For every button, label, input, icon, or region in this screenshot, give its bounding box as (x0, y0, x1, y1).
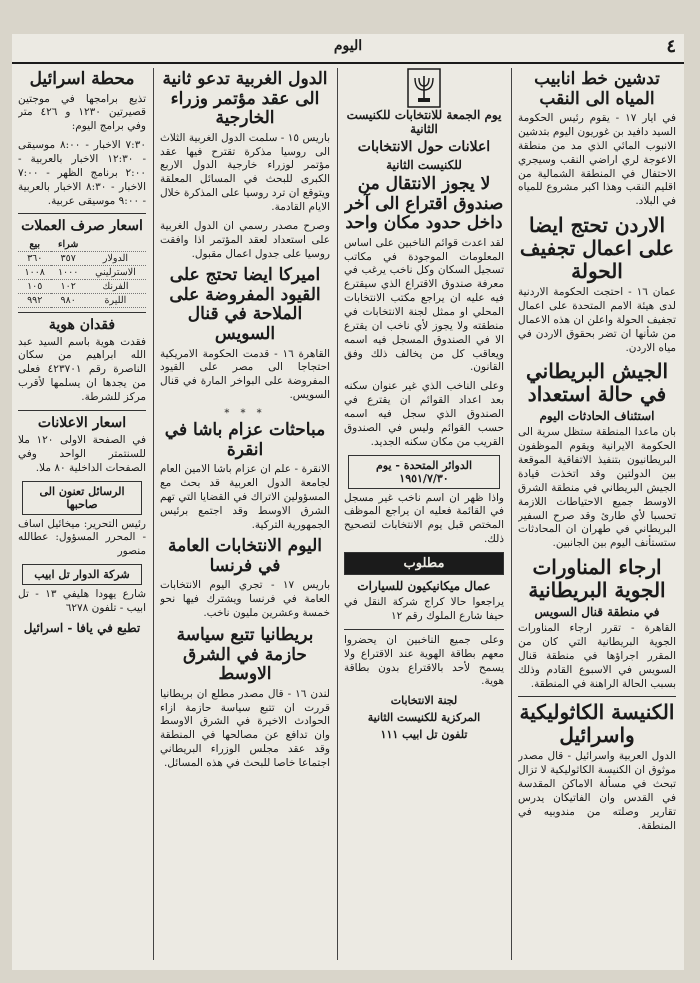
article-registration: واذا ظهر ان اسم ناخب غير مسجل في القائمة فعليه ان يراجع الموظف المختص قبل يوم الانتخابات لتصحيح ذلك. (344, 491, 504, 546)
printed-in: تطبع في يافا - اسرائيل (23, 620, 141, 635)
rates-cell: ٩٨٠ (51, 293, 84, 307)
subhead-second-knesset: للكنيست الثانية (386, 158, 462, 173)
headline-negev-water: تدشين خط انابيب المياه الى النقب (534, 69, 660, 109)
rates-cell: ١٠٠٠ (51, 265, 84, 279)
rates-cell: ١٠٢ (51, 279, 84, 293)
wanted-notice-text: يراجعوا حالا كراج شركة النقل في حيفا شارع الملوك رقم ١٢ (344, 596, 504, 622)
radio-schedule: ٧:٣٠ الاخبار - ٨:٠٠ موسيقى - ١٢:٣٠ الاخبار بالعربية - ٢:٠٠ برنامج الظهر - ٧:٠٠ الاخبار - ٨:٣٠ الاخبار بالعربية - ٩:٠٠ موسيقى عربية. (18, 139, 146, 207)
rates-row (18, 265, 146, 279)
article-america-suez: القاهرة ١٦ - قدمت الحكومة الامريكية احتجاجا الى مصر على القيود المفروضة على البواخر المارة في قنال السويس. (160, 347, 330, 402)
article-france-elections: باريس ١٧ - تجري اليوم الانتخابات العامة في فرنسا ويشترك فيها نحو خمسة وعشرين مليون ناخب. (160, 579, 330, 620)
headline-france-elections: اليوم الانتخابات العامة في فرنسا (167, 536, 323, 576)
article-foreign-ministers: باريس ١٥ - سلمت الدول الغربية الثلاث الى روسيا مذكرة تقترح فيها عقد مؤتمر لوزراء خارجية الدول الاربع الكبرى للبحث في المسائل المعلقة ويتوقع ان ترد روسيا على المذكرة خلال الايام القادمة. (160, 131, 330, 213)
rates-cell: الدولار (85, 251, 146, 265)
article-jordan-protest: عمان ١٦ - احتجت الحكومة الاردنية لدى هيئة الامم المتحدة على اعمال تجفيف الحولة واعلن ان هذه الاعمال من شأنها ان تضر بحقوق الاردن في مياه الاردن. (518, 286, 676, 354)
rates-cell: شراء (51, 238, 84, 252)
subhead-talks: استئناف الحادثات اليوم (539, 409, 655, 424)
article-id-card: وعلى جميع الناخبين ان يحضروا معهم بطاقة الهوية عند الاقتراع ولا يسمح لأحد بالاقتراع بدون بطاقة هوية. (344, 633, 504, 688)
headline-america-suez: اميركا ايضا تحتج على القيود المفروضة على الملاحة في قنال السويس (169, 265, 321, 345)
rates-cell: الفرنك (85, 279, 146, 293)
rates-cell: ٣٥٧ (51, 251, 84, 265)
rates-cell: الاسترليني (85, 265, 146, 279)
headline-british-army: الجيش البريطاني في حالة استعداد (525, 359, 669, 407)
column-rule (337, 68, 338, 960)
publisher-address: شارع يهودا هليفي ١٣ - تل ابيب - تلفون ٦٢٧٨ (18, 588, 146, 615)
column-rule (153, 68, 154, 960)
divider (518, 696, 676, 697)
headline-catholic-church: الكنيسة الكاثوليكية واسرائيل (519, 700, 675, 748)
newspaper-page (12, 34, 684, 970)
article-air-manoeuvres: القاهرة - تقرر ارجاء المناورات الجوية البريطانية التي كان من المقرر اجراؤها في منطقة قنال السويس في الاسبوع القادم وذلك بسبب الحالة الراهنة في المنطقة. (518, 622, 676, 690)
article-britain-policy: لندن ١٦ - قال مصدر مطلع ان بريطانيا قررت ان تتبع سياسة حازمة ازاء الحوادث الاخيرة في الشرق الاوسط وان تدافع عن مصالحها في المنطقة وقد عقد مجلس الوزراء البريطاني اجتماعا خاصا للبحث في هذه المسائل. (160, 687, 330, 769)
article-catholic-church: الدول العربية واسرائيل - قال مصدر موثوق ان الكنيسة الكاثوليكية لا تزال تبحث في مسألة الاماكن المقدسة في القدس وان الفاتيكان يدرس تقارير وصلته من مندوبيه في المنطقة. (518, 750, 676, 832)
divider (18, 312, 146, 313)
headline-ballot-rule: لا يجوز الانتقال من صندوق اقتراع الى آخر داخل حدود مكان واحد (344, 174, 504, 234)
rates-cell: الليرة (85, 293, 146, 307)
subhead-suez: في منطقة قنال السويس (534, 605, 660, 620)
divider (18, 213, 146, 214)
article-negev-water: في ايار ١٧ - يقوم رئيس الحكومة السيد دافيد بن غوريون اليوم بتدشين الانبوب المائي الذي مد من منطقة الاعوجة لري اراضي النقب وسيجري الاحتفال في المنطقة الشمالية من اقليم النقب وهذا اكبر مشروع للمياه في البلاد. (518, 112, 676, 208)
wanted-notice-head: مطلوب (344, 552, 504, 575)
rates-cell: ١٠٠٨ (18, 265, 51, 279)
committee-phone: تلفون تل ابيب ١١١ (380, 728, 468, 742)
editors-text: رئيس التحرير: ميخائيل اساف - المحرر المسؤول: عطالله منصور (18, 517, 146, 558)
headline-lost-id: فقدان هوية (48, 316, 116, 333)
masthead (12, 34, 684, 64)
rates-cell: ١٠٥ (18, 279, 51, 293)
headline-azzam-ankara: مباحثات عزام باشا في انقرة (164, 420, 326, 460)
column-2 (344, 68, 504, 964)
column-4 (18, 68, 146, 964)
column-rule (511, 68, 512, 960)
date-box: الدوائر المتحدة - يوم ١٩٥١/٧/٣٠ (348, 455, 500, 489)
letters-box: الرسائل تعنون الى صاحبها (22, 481, 142, 515)
headline-air-manoeuvres: ارجاء المناورات الجوية البريطانية (528, 555, 666, 603)
radio-intro: تذيع برامجها في موجتين قصيرتين ١٢٣٠ و ٤٢٦ متر وفي برامج اليوم: (18, 92, 146, 133)
headline-foreign-ministers: الدول الغربية تدعو ثانية الى عقد مؤتمر وزراء الخارجية (162, 69, 328, 129)
headline-ad-prices: اسعار الاعلانات (37, 414, 127, 431)
separator: * * * (224, 408, 266, 419)
exchange-rates-table (18, 238, 146, 308)
committee-signature: لجنة الانتخابات (390, 694, 458, 708)
column-1 (518, 68, 676, 964)
rates-row (18, 238, 146, 252)
rates-row (18, 293, 146, 307)
menorah-emblem-icon (407, 68, 441, 108)
lost-id-text: فقدت هوية باسم السيد عبد الله ابراهيم من سكان الناصرة رقم ٤٢٣٧٠١ فعلى من يجدها ان يسلمها لأقرب مركز للشرطة. (18, 335, 146, 404)
rates-cell: ٣٦٠ (18, 251, 51, 265)
headline-jordan-protest: الاردن تحتج ايضا على اعمال تجفيف الحولة (519, 213, 675, 284)
headline-radio-israel: محطة اسرائيل (29, 69, 135, 89)
article-address-change: وعلى الناخب الذي غير عنوان سكنه بعد اعداد القوائم ان يقترع في الصندوق الذي سجل فيه اسمه حسب القوائم وليس في الصندوق القريب من مكان سكنه الجديد. (344, 380, 504, 448)
divider (344, 629, 504, 630)
rates-cell (85, 238, 146, 252)
article-british-army: بان ماعدا المنطقة ستظل سرية الى الحكومة الايرانية ويقوم الموظفون البريطانيون بتنفيذ الاتفاقية الموقعة بين الدولتين وقد اتخذت قيادة الجيش البريطاني في منطقة الشرق الاوسط جميع الاحتياطات اللازمة تحسبا لأي طارئ وقد صرح السفير البريطاني في طهران ان المحادثات ستستأنف اليوم بين الجانبين. (518, 426, 676, 550)
rates-row (18, 279, 146, 293)
emblem-caption: يوم الجمعة للانتخابات للكنيست الثانية (346, 108, 502, 136)
article-azzam-ankara: الانقرة - علم ان عزام باشا الامين العام لجامعة الدول العربية قد بحث مع المسؤولين الاتراك في القضايا التي تهم الشرق الاوسط وقد اجتمع برئيس الجمهورية التركية. (160, 463, 330, 531)
headline-elections-notices: اعلانات حول الانتخابات (357, 139, 491, 155)
rates-cell: بيع (18, 238, 51, 252)
divider (18, 410, 146, 411)
column-3 (160, 68, 330, 964)
ad-prices-text: في الصفحة الاولى ١٢٠ ملا للسنتمتر الواحد وفي الصفحات الداخلية ٨٠ ملا. (18, 434, 146, 474)
headline-exchange-rates: اسعار صرف العملات (21, 218, 143, 235)
page-number: ٤ (666, 36, 676, 57)
paper-name: اليوم (333, 38, 363, 54)
headline-britain-policy: بريطانيا تتبع سياسة حازمة في الشرق الاوسط (176, 625, 314, 685)
article-foreign-ministers-2: وصرح مصدر رسمي ان الدول الغربية على استعداد لعقد المؤتمر اذا وافقت روسيا على جدول اعمال مقبول. (160, 219, 330, 260)
publisher-box: شركة الدوار تل ابيب (22, 564, 142, 585)
article-voter-lists: لقد اعدت قوائم الناخبين على اساس المعلومات الموجودة في مكاتب تسجيل السكان وكل ناخب يرغب في معرفة صندوق الاقتراع الذي سيقترع فيه عليه ان يراجع مكتب الانتخابات المحلي او ممثل لجنة الانتخابات في منطقته ولا يجوز لأي ناخب ان يقترع الا في الصندوق المسجل فيه اسمه ويعاقب كل من يخالف ذلك وفق القانون. (344, 236, 504, 374)
committee-name: المركزية للكنيست الثانية (367, 711, 481, 725)
rates-cell: ٩٩٢ (18, 293, 51, 307)
wanted-notice-body: عمال ميكانيكيون للسيارات (357, 579, 491, 594)
rates-row (18, 251, 146, 265)
